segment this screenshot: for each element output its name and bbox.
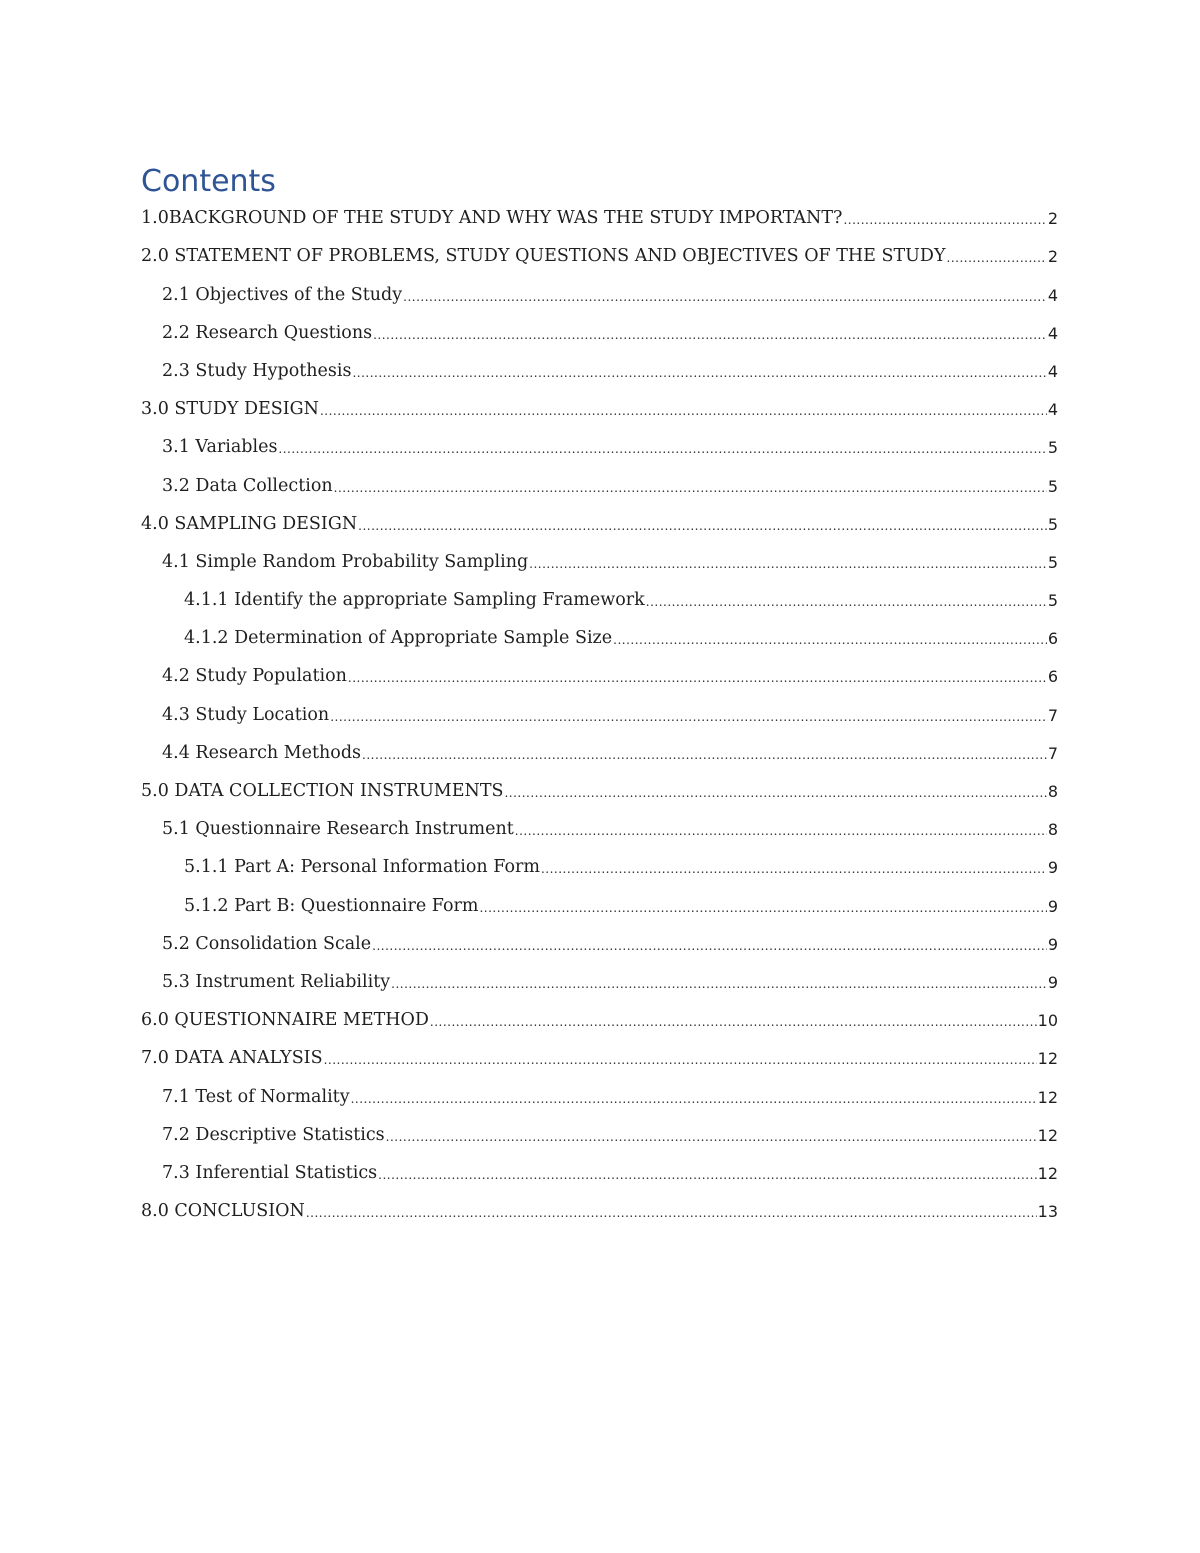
toc-entry-4-1-2[interactable]: [141, 619, 1058, 657]
toc-entry-1-0[interactable]: [141, 199, 1058, 237]
toc-entry-3-1[interactable]: [141, 428, 1058, 466]
toc-entry-4-1[interactable]: [141, 543, 1058, 581]
toc-entry-number: 5.2: [162, 933, 190, 954]
toc-entry-number: 7.0: [141, 1048, 169, 1069]
toc-entry-page: 12: [1037, 1163, 1058, 1183]
toc-entry-4-4[interactable]: [141, 734, 1058, 772]
toc-entry-page: 2: [1047, 247, 1058, 267]
toc-entry-title: QUESTIONNAIRE METHOD: [174, 1010, 429, 1031]
toc-leader-dots: [529, 558, 1047, 572]
toc-entry-title: Part A: Personal Information Form: [234, 857, 540, 878]
toc-leader-dots: [386, 1131, 1037, 1145]
toc-leader-dots: [479, 902, 1046, 916]
toc-entry-page: 12: [1037, 1125, 1058, 1145]
toc-entry-number: 7.1: [162, 1086, 190, 1107]
toc-leader-dots: [334, 482, 1047, 496]
toc-entry-3-2[interactable]: [141, 466, 1058, 504]
toc-entry-number: 6.0: [141, 1010, 169, 1031]
toc-entry-number: 3.0: [141, 399, 169, 420]
toc-leader-dots: [278, 443, 1046, 457]
toc-entry-title: Data Collection: [195, 475, 333, 496]
toc-entry-title: CONCLUSION: [174, 1201, 305, 1222]
toc-entry-title: Study Hypothesis: [195, 360, 352, 381]
toc-entry-page: 5: [1047, 514, 1058, 534]
toc-entry-2-1[interactable]: [141, 275, 1058, 313]
toc-entry-title: Research Questions: [195, 322, 373, 343]
toc-entry-number: 7.3: [162, 1162, 190, 1183]
toc-leader-dots: [403, 291, 1047, 305]
toc-entry-page: 9: [1047, 858, 1058, 878]
toc-entry-page: 9: [1047, 896, 1058, 916]
toc-leader-dots: [843, 214, 1046, 228]
toc-entry-title: Identify the appropriate Sampling Framework: [234, 590, 645, 611]
toc-entry-number: 2.0: [141, 246, 169, 267]
toc-entry-number: 5.1: [162, 819, 190, 840]
toc-leader-dots: [306, 1207, 1037, 1221]
toc-entry-number: 2.3: [162, 360, 190, 381]
toc-entry-number: 4.0: [141, 513, 169, 534]
toc-leader-dots: [373, 329, 1047, 343]
toc-entry-page: 4: [1047, 361, 1058, 381]
toc-entry-title: Instrument Reliability: [195, 971, 391, 992]
toc-entry-5-3[interactable]: [141, 963, 1058, 1001]
toc-entry-page: 13: [1037, 1202, 1058, 1222]
toc-entry-page: 12: [1037, 1049, 1058, 1069]
toc-entry-title: Questionnaire Research Instrument: [195, 819, 514, 840]
toc-leader-dots: [348, 672, 1047, 686]
toc-entry-number: 2.2: [162, 322, 190, 343]
toc-entry-3-0[interactable]: [141, 390, 1058, 428]
toc-entry-page: 4: [1047, 285, 1058, 305]
toc-entry-number: 5.3: [162, 971, 190, 992]
toc-entry-4-3[interactable]: [141, 695, 1058, 733]
toc-entry-4-2[interactable]: [141, 657, 1058, 695]
toc-entry-title: Part B: Questionnaire Form: [234, 895, 479, 916]
toc-entry-number: 8.0: [141, 1201, 169, 1222]
toc-entry-number: 5.0: [141, 781, 169, 801]
toc-leader-dots: [613, 634, 1047, 648]
toc-entry-number: 4.1.1: [184, 590, 229, 611]
toc-entry-page: 5: [1047, 552, 1058, 572]
toc-entry-page: 5: [1047, 476, 1058, 496]
toc-entry-5-1[interactable]: [141, 810, 1058, 848]
toc-entry-number: 4.2: [162, 666, 190, 687]
toc-entry-number: 4.1.2: [184, 628, 229, 649]
toc-entry-title: Research Methods: [195, 742, 362, 763]
toc-entry-5-2[interactable]: [141, 925, 1058, 963]
toc-leader-dots: [330, 711, 1047, 725]
toc-entry-page: 5: [1047, 591, 1058, 611]
toc-entry-page: 7: [1047, 705, 1058, 725]
toc-entry-8-0[interactable]: [141, 1192, 1058, 1230]
toc-entry-6-0[interactable]: [141, 1001, 1058, 1039]
toc-heading: Contents: [141, 164, 276, 199]
toc-entry-page: 10: [1037, 1011, 1058, 1031]
toc-entry-page: 9: [1047, 972, 1058, 992]
toc-leader-dots: [504, 787, 1046, 801]
toc-entry-4-1-1[interactable]: [141, 581, 1058, 619]
toc-entry-7-1[interactable]: [141, 1077, 1058, 1115]
toc-entry-page: 6: [1047, 629, 1058, 649]
toc-entry-title: Study Location: [195, 704, 330, 725]
toc-leader-dots: [358, 520, 1047, 534]
toc-entry-number: 3.2: [162, 475, 190, 496]
toc-entry-title: Study Population: [195, 666, 347, 687]
table-of-contents: [141, 199, 1058, 1230]
toc-leader-dots: [352, 367, 1046, 381]
toc-entry-number: 3.1: [162, 437, 190, 458]
toc-entry-title: Inferential Statistics: [195, 1162, 378, 1183]
toc-leader-dots: [515, 825, 1047, 839]
toc-entry-number: 5.1.1: [184, 857, 229, 878]
toc-entry-number: 1.0: [141, 208, 169, 229]
toc-entry-5-0[interactable]: [141, 772, 1058, 810]
toc-leader-dots: [372, 940, 1047, 954]
toc-entry-title: Variables: [195, 437, 278, 458]
toc-leader-dots: [430, 1016, 1037, 1030]
toc-entry-7-0[interactable]: [141, 1039, 1058, 1077]
toc-entry-4-0[interactable]: [141, 505, 1058, 543]
toc-leader-dots: [947, 252, 1047, 266]
toc-entry-page: 7: [1047, 743, 1058, 763]
toc-entry-2-2[interactable]: [141, 314, 1058, 352]
toc-entry-page: 4: [1047, 400, 1058, 420]
toc-entry-number: 4.4: [162, 742, 190, 763]
toc-leader-dots: [320, 405, 1047, 419]
toc-entry-page: 8: [1047, 820, 1058, 840]
toc-entry-7-3[interactable]: [141, 1154, 1058, 1192]
toc-entry-5-1-1[interactable]: [141, 848, 1058, 886]
toc-leader-dots: [541, 863, 1047, 877]
toc-entry-title: STUDY DESIGN: [174, 399, 319, 420]
toc-entry-number: 2.1: [162, 284, 190, 305]
toc-entry-page: 5: [1047, 438, 1058, 458]
toc-entry-title: Determination of Appropriate Sample Size: [234, 628, 613, 649]
toc-entry-title: DATA COLLECTION INSTRUMENTS: [174, 781, 504, 801]
toc-entry-7-2[interactable]: [141, 1116, 1058, 1154]
toc-entry-title: BACKGROUND OF THE STUDY AND WHY WAS THE STUDY IMPORTANT?: [168, 208, 843, 229]
toc-entry-number: 4.1: [162, 551, 190, 572]
toc-leader-dots: [351, 1093, 1037, 1107]
toc-entry-title: Consolidation Scale: [195, 933, 372, 954]
toc-entry-title: Objectives of the Study: [195, 284, 403, 305]
toc-entry-title: SAMPLING DESIGN: [174, 513, 358, 534]
toc-entry-page: 9: [1047, 934, 1058, 954]
toc-leader-dots: [324, 1054, 1037, 1068]
toc-entry-title: STATEMENT OF PROBLEMS, STUDY QUESTIONS AND OBJECTIVES OF THE STUDY: [174, 246, 946, 267]
toc-entry-title: Test of Normality: [195, 1086, 350, 1107]
toc-entry-number: 5.1.2: [184, 895, 229, 916]
toc-leader-dots: [378, 1169, 1037, 1183]
toc-entry-page: 8: [1047, 782, 1058, 801]
toc-entry-page: 12: [1037, 1087, 1058, 1107]
toc-entry-title: Descriptive Statistics: [195, 1124, 385, 1145]
toc-entry-number: 4.3: [162, 704, 190, 725]
toc-entry-title: DATA ANALYSIS: [174, 1048, 323, 1069]
toc-entry-page: 4: [1047, 323, 1058, 343]
toc-entry-number: 7.2: [162, 1124, 190, 1145]
toc-leader-dots: [391, 978, 1047, 992]
toc-entry-2-3[interactable]: [141, 352, 1058, 390]
toc-entry-2-0[interactable]: [141, 237, 1058, 275]
toc-leader-dots: [646, 596, 1047, 610]
toc-leader-dots: [362, 749, 1047, 763]
toc-entry-title: Simple Random Probability Sampling: [195, 551, 529, 572]
toc-entry-5-1-2[interactable]: [141, 886, 1058, 924]
toc-entry-page: 6: [1047, 667, 1058, 687]
toc-entry-page: 2: [1047, 209, 1058, 229]
